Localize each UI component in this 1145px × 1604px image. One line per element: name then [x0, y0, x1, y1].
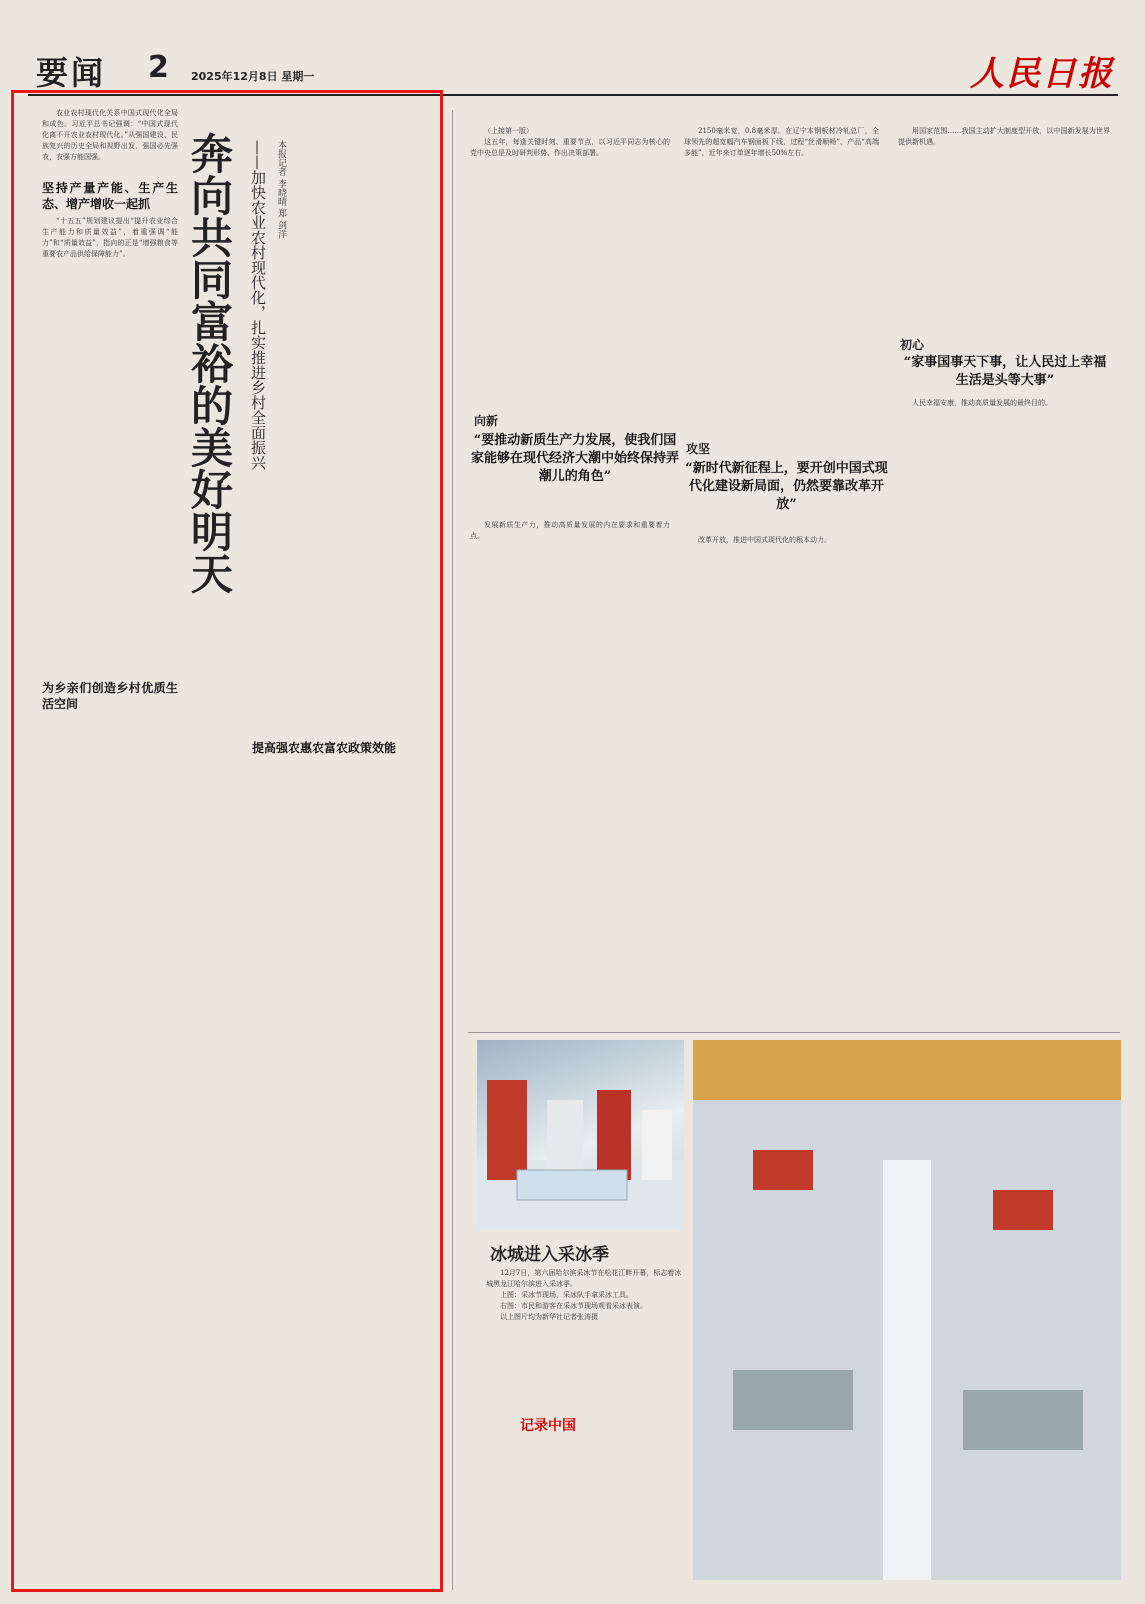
- right-column-body: [684, 535, 879, 1025]
- section-label-xiangxin: 向新: [474, 414, 499, 428]
- photo-caption: [486, 1268, 682, 1323]
- central-walkway: [883, 1160, 931, 1580]
- worker-red-suit-2: [597, 1090, 631, 1180]
- article-byline: 本报记者 李晓晴 郑 剑洋: [276, 140, 286, 239]
- continued-label: （上接第一版）: [484, 127, 533, 135]
- column-divider: [452, 110, 453, 1590]
- feature-column-3: [252, 430, 434, 1590]
- caption-text: 12月7日，第六届哈尔滨采冰节在松花江畔开幕，标志着冰城黑龙江哈尔滨进入采冰季。: [486, 1269, 682, 1288]
- article-title: 奔向共同富裕的美好明天: [185, 132, 234, 594]
- caption-credit-bottom: 右图：市民和游客在采冰节现场观看采冰表演。: [500, 1302, 647, 1310]
- photo-section-divider: [468, 1032, 1120, 1033]
- section-label-chuxin: 初心: [900, 338, 925, 352]
- feature-intro: 农业农村现代化关系中国式现代化全局和成色。习近平总书记强调：“中国式现代化离不开农业农村现代化。”从强国建设、民族复兴的历史全局和视野出发，强国必先强农，农强方能国强。: [42, 109, 178, 161]
- middle-body: 发展新质生产力，推动高质量发展的内在要求和重要着力点。: [470, 521, 670, 540]
- crowd-left: [733, 1370, 853, 1430]
- text-block: [42, 163, 178, 174]
- photo-caption-title: 冰城进入采冰季: [490, 1245, 609, 1265]
- middle-lead: 这五年，每逢关键时刻、重要节点，以习近平同志为核心的党中央总是及时研判形势、作出决策部署。: [470, 138, 670, 157]
- worker-red-suit: [487, 1080, 527, 1180]
- right-body-top: 2150毫米宽，0.8毫米厚。在辽宁本钢板材冷轧总厂，全球领先的超宽幅汽车钢面板下线，过程“丝滑顺畅”，产品“高端多能”，近年来订单逐年增长50%左右。: [684, 127, 879, 157]
- quote-headline-far-right: “家事国事天下事，让人民过上幸福生活是头等大事”: [903, 355, 1107, 388]
- section-name: 要闻: [36, 54, 107, 92]
- red-tent-2: [993, 1190, 1053, 1230]
- far-right-column-body: [898, 398, 1110, 1026]
- festival-stage: [693, 1040, 1121, 1100]
- ice-harvest-photo-left: [477, 1040, 684, 1230]
- far-right-body-top: 用国家范围……我国主动扩大制度型开放，以中国新发展为世界提供新机遇。: [898, 127, 1110, 146]
- page-header: [28, 44, 1118, 96]
- issue-date: 2025年12月8日 星期一: [191, 70, 315, 83]
- worker-white-suit: [547, 1100, 583, 1180]
- ice-festival-crowd-photo: [693, 1040, 1121, 1580]
- right-column-top: [684, 126, 879, 426]
- feature-subhead-3: 提高强农惠农富农政策效能: [252, 741, 397, 755]
- red-tent: [753, 1150, 813, 1190]
- worker-white-suit-2: [642, 1110, 672, 1180]
- quote-headline-middle: “要推动新质生产力发展，使我们国家能够在现代经济大潮中始终保持弄潮儿的角色”: [470, 433, 679, 484]
- page-number: 2: [148, 50, 169, 85]
- ice-block: [517, 1170, 627, 1200]
- newspaper-masthead: 人民日报: [970, 54, 1114, 94]
- feature-subhead-1: 坚持产量产能、生产生态、增产增收一起抓: [42, 181, 178, 211]
- crowd-right: [963, 1390, 1083, 1450]
- feature-subhead-2: 为乡亲们创造乡村优质生活空间: [42, 681, 178, 711]
- caption-note: 以上图片均为新华社记者张涛摄: [500, 1313, 598, 1321]
- ice-harvest-illustration: [477, 1040, 684, 1230]
- right-body: 改革开放，推进中国式现代化的根本动力。: [698, 536, 831, 544]
- column-label-record-china: 记录中国: [520, 1418, 576, 1434]
- festival-crowd-illustration: [693, 1040, 1121, 1580]
- middle-column-top: [470, 126, 670, 426]
- middle-column-body: [470, 520, 670, 1025]
- far-right-column-top: [898, 126, 1110, 331]
- quote-headline-right: “新时代新征程上，要开创中国式现代化建设新局面，仍然要靠改革开放”: [685, 461, 888, 512]
- feature-column-1: [42, 108, 178, 1596]
- article-subtitle: ——加快农业农村现代化，扎实推进乡村全面振兴: [249, 140, 267, 470]
- caption-credit-top: 上图：采冰节现场，采冰队手拿采冰工具。: [500, 1291, 633, 1299]
- feature-body: “十五五”规划建议提出“提升农业综合生产能力和质量效益”，着重强调“能力”和“质量效益”，指向的正是“增强粮食等重要农产品供给保障能力”。: [42, 217, 178, 258]
- section-label-gongjian: 攻坚: [686, 442, 711, 456]
- far-right-body: 人民幸福安康，推动高质量发展的最终目的。: [912, 399, 1052, 407]
